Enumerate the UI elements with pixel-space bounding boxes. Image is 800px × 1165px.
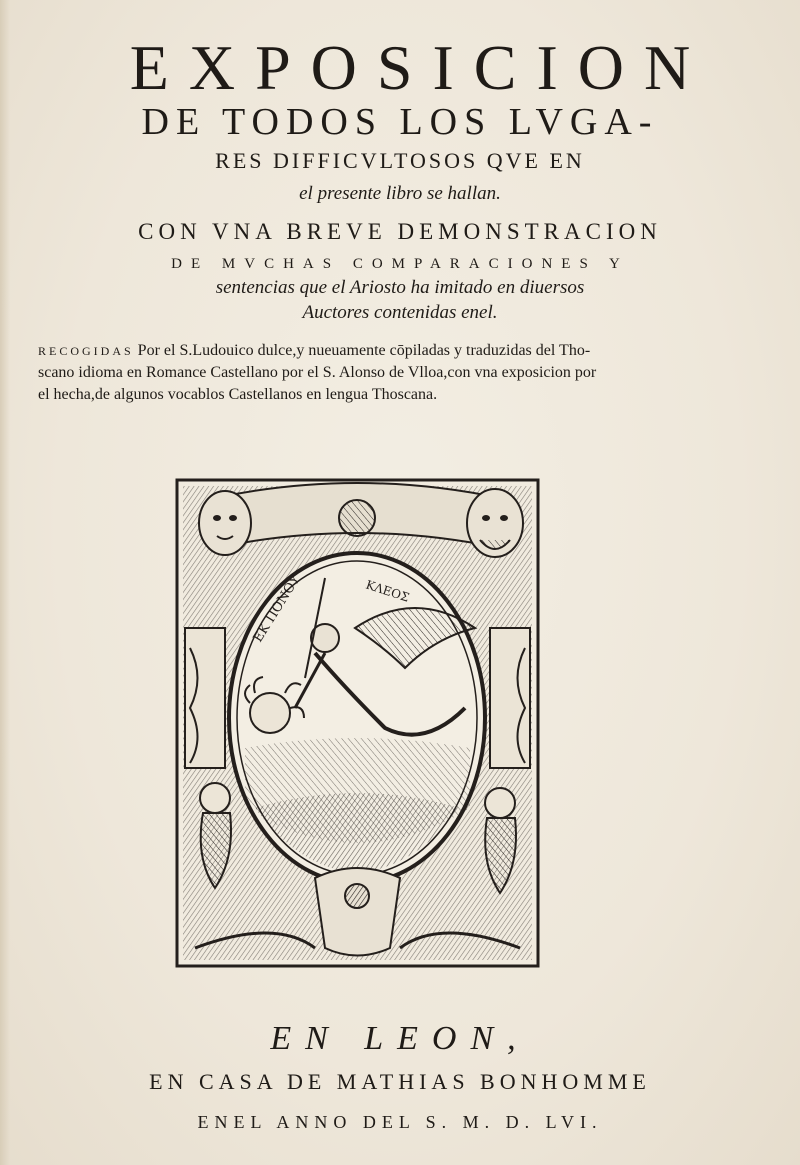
printers-device-woodcut — [175, 478, 540, 968]
woodcut-inscription-right: ΚΛΕΟΣ — [364, 577, 411, 605]
imprint-year: ENEL ANNO DEL S. M. D. LVI. — [197, 1112, 603, 1132]
subtitle-line-6: sentencias que el Ariosto ha imitado en diuersos — [215, 277, 585, 298]
subtitle-line-3: el presente libro se hallan. — [299, 183, 501, 204]
editor-paragraph-line-1 — [38, 340, 758, 362]
imprint-printer: EN CASA DE MATHIAS BONHOMME — [149, 1069, 651, 1094]
paragraph-lead: RECOGIDAS — [38, 344, 134, 358]
subtitle-line-5: DE MVCHAS COMPARACIONES Y — [171, 256, 629, 272]
paragraph-text-1: Por el S.Ludouico dulce,y nueuamente cōpiladas y traduzidas del Tho- — [133, 342, 591, 359]
right-mask-ornament — [467, 489, 523, 557]
subtitle-line-1: DE TODOS LOS LVGA- — [141, 101, 659, 143]
imprint-place: EN LEON, — [270, 1020, 530, 1057]
book-title: EXPOSICION — [129, 32, 711, 103]
editor-paragraph-line-2: scano idioma en Romance Castellano por el S. Alonso de Vlloa,con vna exposicion por — [38, 364, 597, 381]
editor-paragraph-line-3: el hecha,de algunos vocablos Castellanos en lengua Thoscana. — [38, 386, 438, 403]
subtitle-line-4: CON VNA BREVE DEMONSTRACION — [138, 219, 662, 244]
woodcut-inscription-left: EK ΠΟΝΟΥ — [250, 572, 304, 646]
left-mask-ornament — [199, 491, 251, 555]
bottom-mask-ornament — [315, 868, 400, 956]
subtitle-line-2: RES DIFFICVLTOSOS QVE EN — [215, 148, 585, 173]
subtitle-line-7: Auctores contenidas enel. — [302, 302, 498, 323]
